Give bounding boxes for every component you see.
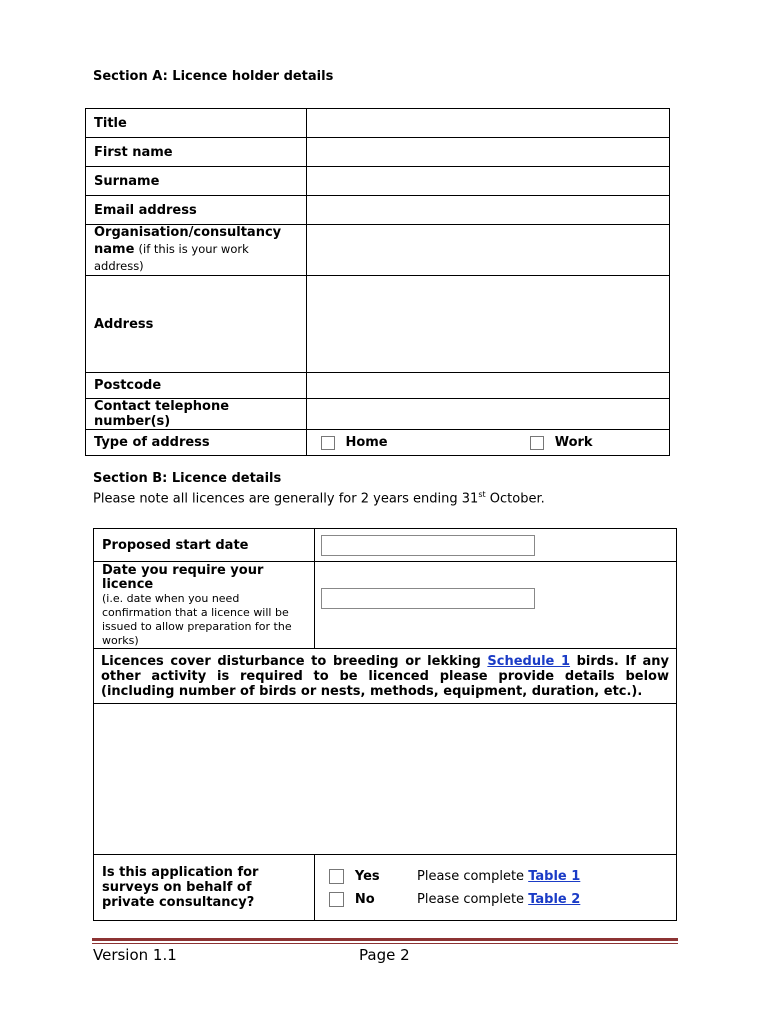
note-text: Please note all licences are generally for 2 years ending 31 [93, 491, 479, 507]
surname-label: Surname [86, 167, 307, 196]
postcode-label: Postcode [86, 373, 307, 399]
yes-please-complete: Please complete [417, 868, 525, 884]
licence-holder-table [85, 108, 670, 456]
organisation-label [86, 225, 307, 276]
home-checkbox[interactable] [321, 436, 335, 450]
no-checkbox[interactable] [329, 892, 344, 907]
address-label: Address [86, 276, 307, 373]
organisation-input[interactable] [306, 225, 669, 276]
licence-details-table [93, 528, 677, 921]
start-date-label: Proposed start date [94, 529, 315, 562]
require-date-label: Date you require your licence [102, 563, 264, 592]
yes-checkbox[interactable] [329, 869, 344, 884]
organisation-label-note: (if this is your work address) [94, 242, 249, 273]
licence-duration-note [93, 490, 545, 506]
first-name-label: First name [86, 138, 307, 167]
organisation-label-bold-1: Organisation/consultancy [94, 225, 282, 240]
table-1-link[interactable]: Table 1 [528, 868, 581, 884]
require-date-note: (i.e. date when you need confirmation that a licence will be issued to allow preparation for the works) [102, 592, 292, 647]
activity-details-input[interactable] [94, 704, 677, 855]
title-label: Title [86, 109, 307, 138]
start-date-field[interactable] [321, 535, 535, 556]
table-2-link[interactable]: Table 2 [528, 891, 581, 907]
section-a-heading: Section A: Licence holder details [93, 69, 334, 84]
note-text-end: October. [485, 491, 545, 507]
title-input[interactable] [306, 109, 669, 138]
email-label: Email address [86, 196, 307, 225]
work-checkbox[interactable] [530, 436, 544, 450]
type-of-address-options [306, 430, 669, 456]
require-date-cell [314, 562, 676, 649]
section-b-heading: Section B: Licence details [93, 471, 282, 486]
footer-version: Version 1.1 [93, 946, 177, 964]
require-date-field[interactable] [321, 588, 535, 609]
note-superscript: st [478, 490, 486, 499]
start-date-cell [314, 529, 676, 562]
no-label: No [354, 891, 375, 907]
first-name-input[interactable] [306, 138, 669, 167]
telephone-input[interactable] [306, 399, 669, 430]
cover-text-end: birds. If any other activity is required to be licenced please provide details below (including number of birds or nests, methods, equipment, duration, etc.). [101, 653, 669, 699]
no-please-complete: Please complete [417, 891, 525, 907]
cover-text: Licences cover disturbance to breeding or lekking [101, 653, 488, 669]
telephone-label: Contact telephone number(s) [86, 399, 307, 430]
organisation-label-bold-2: name [94, 242, 135, 257]
schedule-1-link[interactable]: Schedule 1 [487, 653, 571, 669]
address-input[interactable] [306, 276, 669, 373]
home-label: Home [345, 435, 388, 450]
postcode-input[interactable] [306, 373, 669, 399]
footer-rule [92, 938, 678, 941]
survey-question: Is this application for surveys on behalf of private consultancy? [94, 855, 315, 921]
footer-page-number: Page 2 [359, 946, 410, 964]
type-of-address-label: Type of address [86, 430, 307, 456]
work-label: Work [554, 435, 593, 450]
survey-options [314, 855, 676, 921]
email-input[interactable] [306, 196, 669, 225]
yes-label: Yes [354, 868, 380, 884]
require-date-label-cell [94, 562, 315, 649]
surname-input[interactable] [306, 167, 669, 196]
cover-statement [94, 649, 677, 704]
footer-rule-thin [92, 943, 678, 944]
